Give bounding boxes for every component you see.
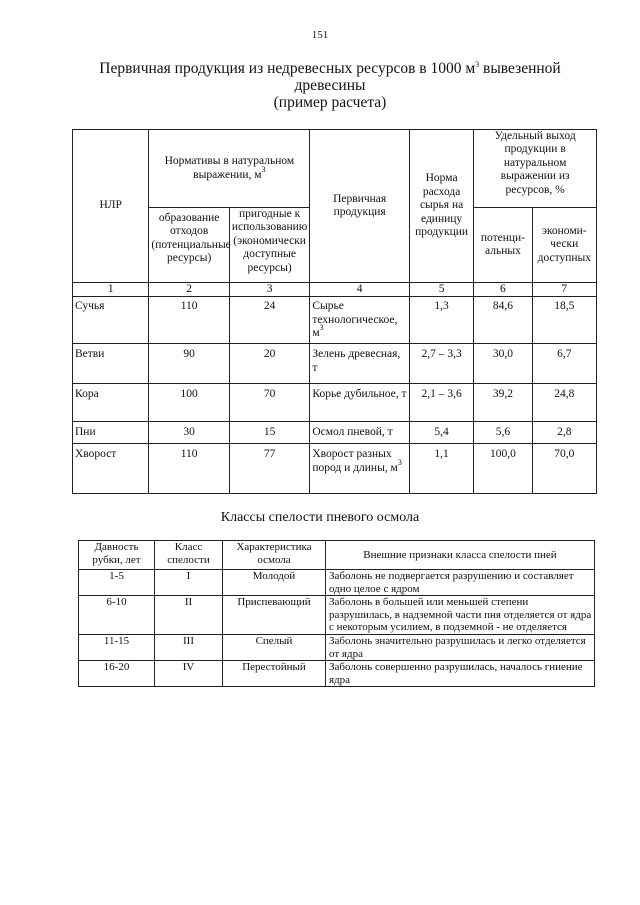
row-waste: 110 [149, 297, 229, 344]
row-age: 11-15 [79, 634, 155, 660]
page-number: 151 [311, 29, 329, 41]
row-age: 6-10 [79, 596, 155, 635]
table-row [73, 444, 597, 494]
row-name: Пни [73, 422, 149, 444]
row-potential: 30,0 [474, 344, 532, 384]
header-signs: Внешние признаки класса спелости пней [326, 541, 595, 570]
row-age: 1-5 [79, 570, 155, 596]
title-line1-sup: 3 [475, 60, 480, 69]
header-yield: Удельный выход продукции в натуральном выражении из ресурсов, % [474, 130, 597, 208]
row-product: Зелень древесная, т [310, 344, 410, 384]
row-usable: 77 [229, 444, 309, 494]
title-line2: древесины [294, 77, 366, 94]
row-norm: 2,7 – 3,3 [409, 344, 473, 384]
row-waste: 90 [149, 344, 229, 384]
row-norm: 1,1 [409, 444, 473, 494]
header-primary: Первичная продукция [310, 130, 410, 283]
row-signs: Заболонь значительно разрушилась и легко отделяется от ядра [326, 634, 595, 660]
row-name: Кора [73, 384, 149, 422]
row-name: Хворост [73, 444, 149, 494]
row-norm: 2,1 – 3,6 [409, 384, 473, 422]
row-characteristic: Перестойный [223, 661, 326, 687]
row-class: II [155, 596, 223, 635]
title-line3: (пример расчета) [273, 94, 387, 111]
row-product-sup: 3 [397, 457, 402, 467]
row-usable: 70 [229, 384, 309, 422]
col-number: 2 [149, 283, 229, 297]
row-signs: Заболонь совершенно разрушилась, началось гниение ядра [326, 661, 595, 687]
table-row [73, 422, 597, 444]
col-number: 3 [229, 283, 309, 297]
row-characteristic: Приспевающий [223, 596, 326, 635]
row-class: I [155, 570, 223, 596]
table-row [79, 634, 595, 660]
col-number: 6 [474, 283, 532, 297]
row-class: IV [155, 661, 223, 687]
col-number: 5 [409, 283, 473, 297]
row-waste: 30 [149, 422, 229, 444]
col-number: 4 [310, 283, 410, 297]
row-product [310, 444, 410, 494]
title-line1-post: вывезенной [479, 60, 561, 77]
row-potential: 39,2 [474, 384, 532, 422]
row-usable: 24 [229, 297, 309, 344]
row-waste: 110 [149, 444, 229, 494]
row-product-sup: 3 [319, 323, 324, 333]
table-row [73, 384, 597, 422]
table-row [79, 596, 595, 635]
table-header-row [73, 130, 597, 208]
page-title [60, 60, 600, 111]
header-potential: потенци-альных [474, 208, 532, 283]
row-product-text: Хворост разных пород и длины, м [312, 448, 398, 474]
row-potential: 100,0 [474, 444, 532, 494]
row-characteristic: Молодой [223, 570, 326, 596]
table-row [73, 297, 597, 344]
table-row [73, 344, 597, 384]
row-signs: Заболонь не подвергается разрушению и составляет одно целое с ядром [326, 570, 595, 596]
header-waste: образование отходов (потенциальные ресурсы) [149, 208, 229, 283]
row-product: Корье дубильное, т [310, 384, 410, 422]
row-name: Ветви [73, 344, 149, 384]
row-potential: 5,6 [474, 422, 532, 444]
row-product-text: Сырье технологическое, м [312, 300, 398, 340]
row-norm: 5,4 [409, 422, 473, 444]
row-age: 16-20 [79, 661, 155, 687]
table-row [79, 661, 595, 687]
header-usable: пригодные к использованию (экономически доступные ресурсы) [229, 208, 309, 283]
table-row [79, 570, 595, 596]
header-norms-text: Нормативы в натуральном выражении, м [164, 155, 295, 181]
header-class: Класс спелости [155, 541, 223, 570]
row-economic: 2,8 [532, 422, 596, 444]
row-product: Осмол пневой, т [310, 422, 410, 444]
header-age: Давность рубки, лет [79, 541, 155, 570]
header-norms-sup: 3 [261, 164, 266, 174]
title-line1-pre: Первичная продукция из недревесных ресурсов в 1000 м [99, 60, 476, 77]
row-potential: 84,6 [474, 297, 532, 344]
row-economic: 18,5 [532, 297, 596, 344]
ripeness-table-title: Классы спелости пневого осмола [220, 510, 420, 525]
row-economic: 6,7 [532, 344, 596, 384]
col-number: 1 [73, 283, 149, 297]
production-table [72, 129, 597, 494]
row-characteristic: Спелый [223, 634, 326, 660]
header-norms [149, 130, 310, 208]
row-waste: 100 [149, 384, 229, 422]
row-norm: 1,3 [409, 297, 473, 344]
row-signs: Заболонь в большей или меньшей степени разрушилась, в надземной части пня отделяется от ядра с некоторым усилием, в подземной - не отделяется [326, 596, 595, 635]
ripeness-table [78, 540, 595, 687]
row-economic: 70,0 [532, 444, 596, 494]
table-header-row [79, 541, 595, 570]
row-economic: 24,8 [532, 384, 596, 422]
row-usable: 15 [229, 422, 309, 444]
header-characteristic: Характеристика осмола [223, 541, 326, 570]
row-class: III [155, 634, 223, 660]
col-number: 7 [532, 283, 596, 297]
header-nlr: НЛР [73, 130, 149, 283]
header-norm-rate: Норма расхода сырья на единицу продукции [409, 130, 473, 283]
row-usable: 20 [229, 344, 309, 384]
column-numbers-row [73, 283, 597, 297]
row-name: Сучья [73, 297, 149, 344]
row-product [310, 297, 410, 344]
header-economic: экономи-чески доступных [532, 208, 596, 283]
